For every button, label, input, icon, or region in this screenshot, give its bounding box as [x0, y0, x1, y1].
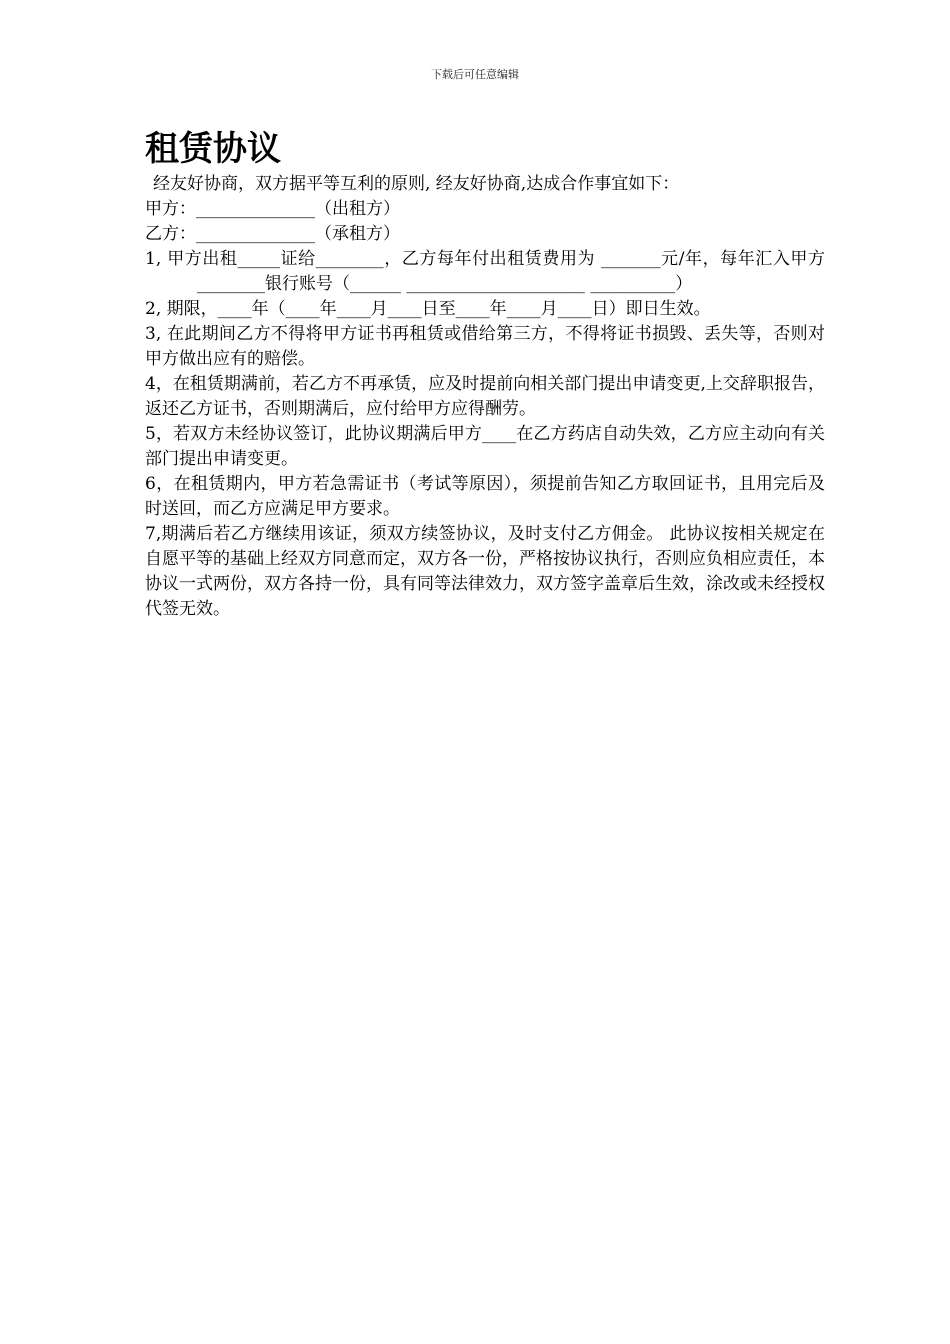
header-note: 下载后可任意编辑 — [431, 68, 519, 81]
document-title: 租赁协议 — [145, 129, 281, 169]
clause-3: 3, 在此期间乙方不得将甲方证书再租赁或借给第三方，不得将证书损毁、丢失等，否则对甲方做出应有的赔偿。 — [145, 324, 825, 369]
clause-4: 4，在租赁期满前，若乙方不再承赁，应及时提前向相关部门提出申请变更,上交辞职报告，返还乙方证书，否则期满后，应付给甲方应得酬劳。 — [145, 374, 825, 419]
clause-7: 7,期满后若乙方继续用该证，须双方续签协议，及时支付乙方佣金。 此协议按相关规定在自愿平等的基础上经双方同意而定，双方各一份，严格按协议执行，否则应负相应责任，本协议一式两份，双方各持一份，具有同等法律效力，双方签字盖章后生效，涂改或未经授权代签无效。 — [145, 524, 825, 619]
clause-2: 2, 期限，____年（____年____月____日至____年____月____日）即日生效。 — [145, 299, 711, 319]
intro-paragraph: 经友好协商，双方据平等互利的原则, 经友好协商,达成合作事宜如下： — [153, 174, 680, 194]
party-a-line: 甲方：______________（出租方） — [145, 199, 400, 219]
document-body — [145, 126, 825, 622]
clause-6: 6，在租赁期内，甲方若急需证书（考试等原因），须提前告知乙方取回证书，且用完后及时送回，而乙方应满足甲方要求。 — [145, 474, 825, 519]
party-b-line: 乙方：______________（承租方） — [145, 224, 400, 244]
clause-1: 1, 甲方出租_____证给________，乙方每年付出租赁费用为 _______元/年，每年汇入甲方________银行账号（______ _____________________ __________） — [145, 249, 825, 294]
clause-5: 5，若双方未经协议签订，此协议期满后甲方____在乙方药店自动失效，乙方应主动向有关部门提出申请变更。 — [145, 424, 825, 469]
